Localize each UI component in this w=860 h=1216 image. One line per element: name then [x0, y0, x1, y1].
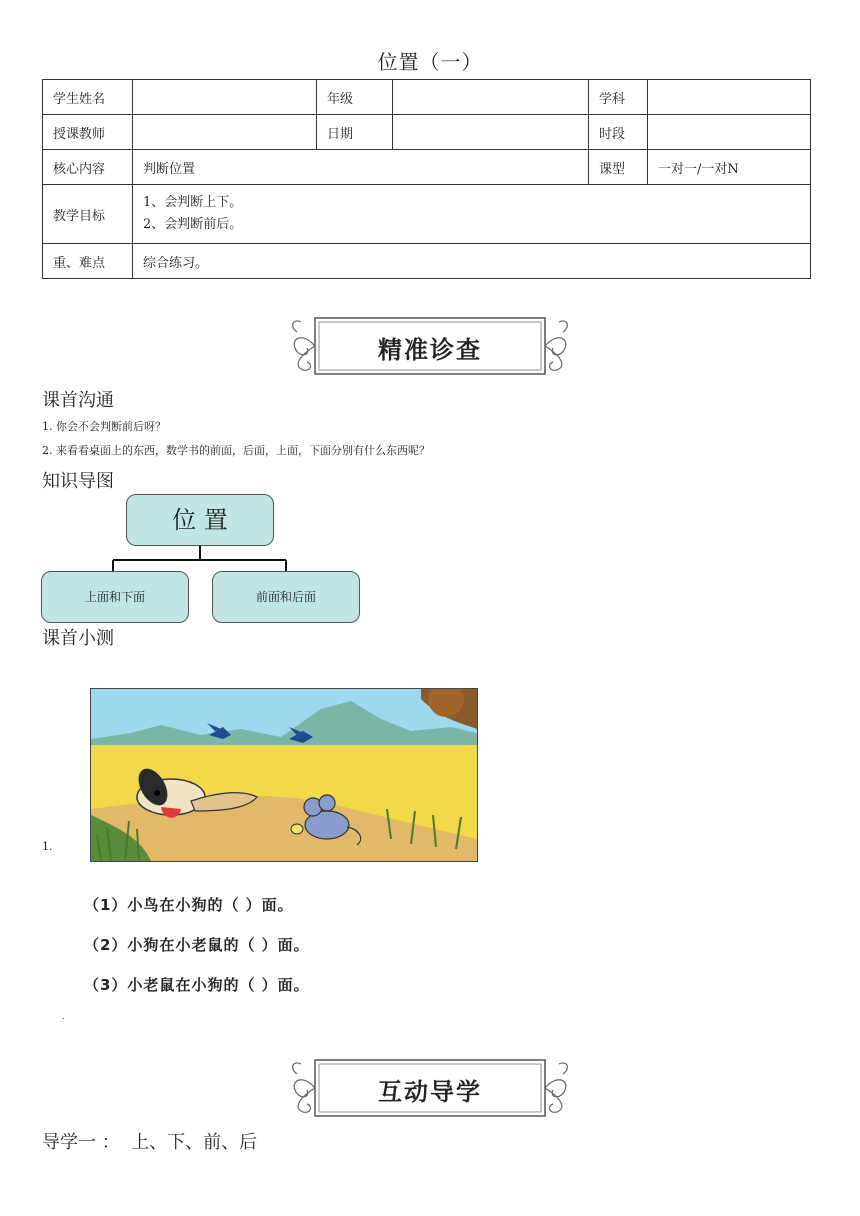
- date-label: 日期: [317, 115, 393, 150]
- subject-field[interactable]: [648, 80, 811, 115]
- banner-title: 互动导学: [378, 1078, 482, 1106]
- type-label: 课型: [589, 150, 648, 185]
- quiz-question-3: （3）小老鼠在小狗的（ ）面。: [84, 976, 310, 994]
- goal-list: [133, 185, 811, 244]
- section-banner-diagnosis: [285, 312, 575, 380]
- key-value: 综合练习。: [133, 244, 811, 279]
- guide-heading: 导学一 ： 上、下、前、后: [42, 1132, 258, 1153]
- teacher-label: 授课教师: [43, 115, 133, 150]
- mindmap-root: 位 置: [126, 494, 274, 546]
- core-value: 判断位置: [133, 150, 589, 185]
- student-field[interactable]: [133, 80, 317, 115]
- communication-q1: 1. 你会不会判断前后呀？: [42, 420, 166, 433]
- date-field[interactable]: [393, 115, 589, 150]
- dog-mouse-birds-image: [91, 689, 477, 861]
- stray-dot: .: [62, 1012, 65, 1021]
- page-title: 位置（一）: [377, 50, 483, 74]
- quiz-heading: 课首小测: [42, 628, 114, 649]
- quiz-illustration: [90, 688, 478, 862]
- subject-label: 学科: [589, 80, 648, 115]
- key-label: 重、难点: [43, 244, 133, 279]
- goal-item: 2、会判断前后。: [143, 217, 243, 232]
- goal-label: 教学目标: [43, 185, 133, 244]
- student-label: 学生姓名: [43, 80, 133, 115]
- info-table: [42, 79, 811, 279]
- communication-heading: 课首沟通: [42, 390, 114, 411]
- mindmap-heading: 知识导图: [42, 471, 114, 492]
- quiz-item-number: 1.: [42, 840, 53, 853]
- mindmap-child-up-down: 上面和下面: [41, 571, 189, 623]
- quiz-question-1: （1）小鸟在小狗的（ ）面。: [84, 896, 294, 914]
- banner-title: 精准诊查: [378, 336, 482, 364]
- core-label: 核心内容: [43, 150, 133, 185]
- period-field[interactable]: [648, 115, 811, 150]
- section-banner-guided-learning: [285, 1054, 575, 1122]
- type-value: 一对一/一对N: [648, 150, 811, 185]
- quiz-question-2: （2）小狗在小老鼠的（ ）面。: [84, 936, 310, 954]
- teacher-field[interactable]: [133, 115, 317, 150]
- period-label: 时段: [589, 115, 648, 150]
- mindmap-child-front-back: 前面和后面: [212, 571, 360, 623]
- grade-field[interactable]: [393, 80, 589, 115]
- goal-item: 1、会判断上下。: [143, 195, 243, 210]
- grade-label: 年级: [317, 80, 393, 115]
- communication-q2: 2. 来看看桌面上的东西，数学书的前面，后面，上面，下面分别有什么东西呢？: [42, 444, 430, 457]
